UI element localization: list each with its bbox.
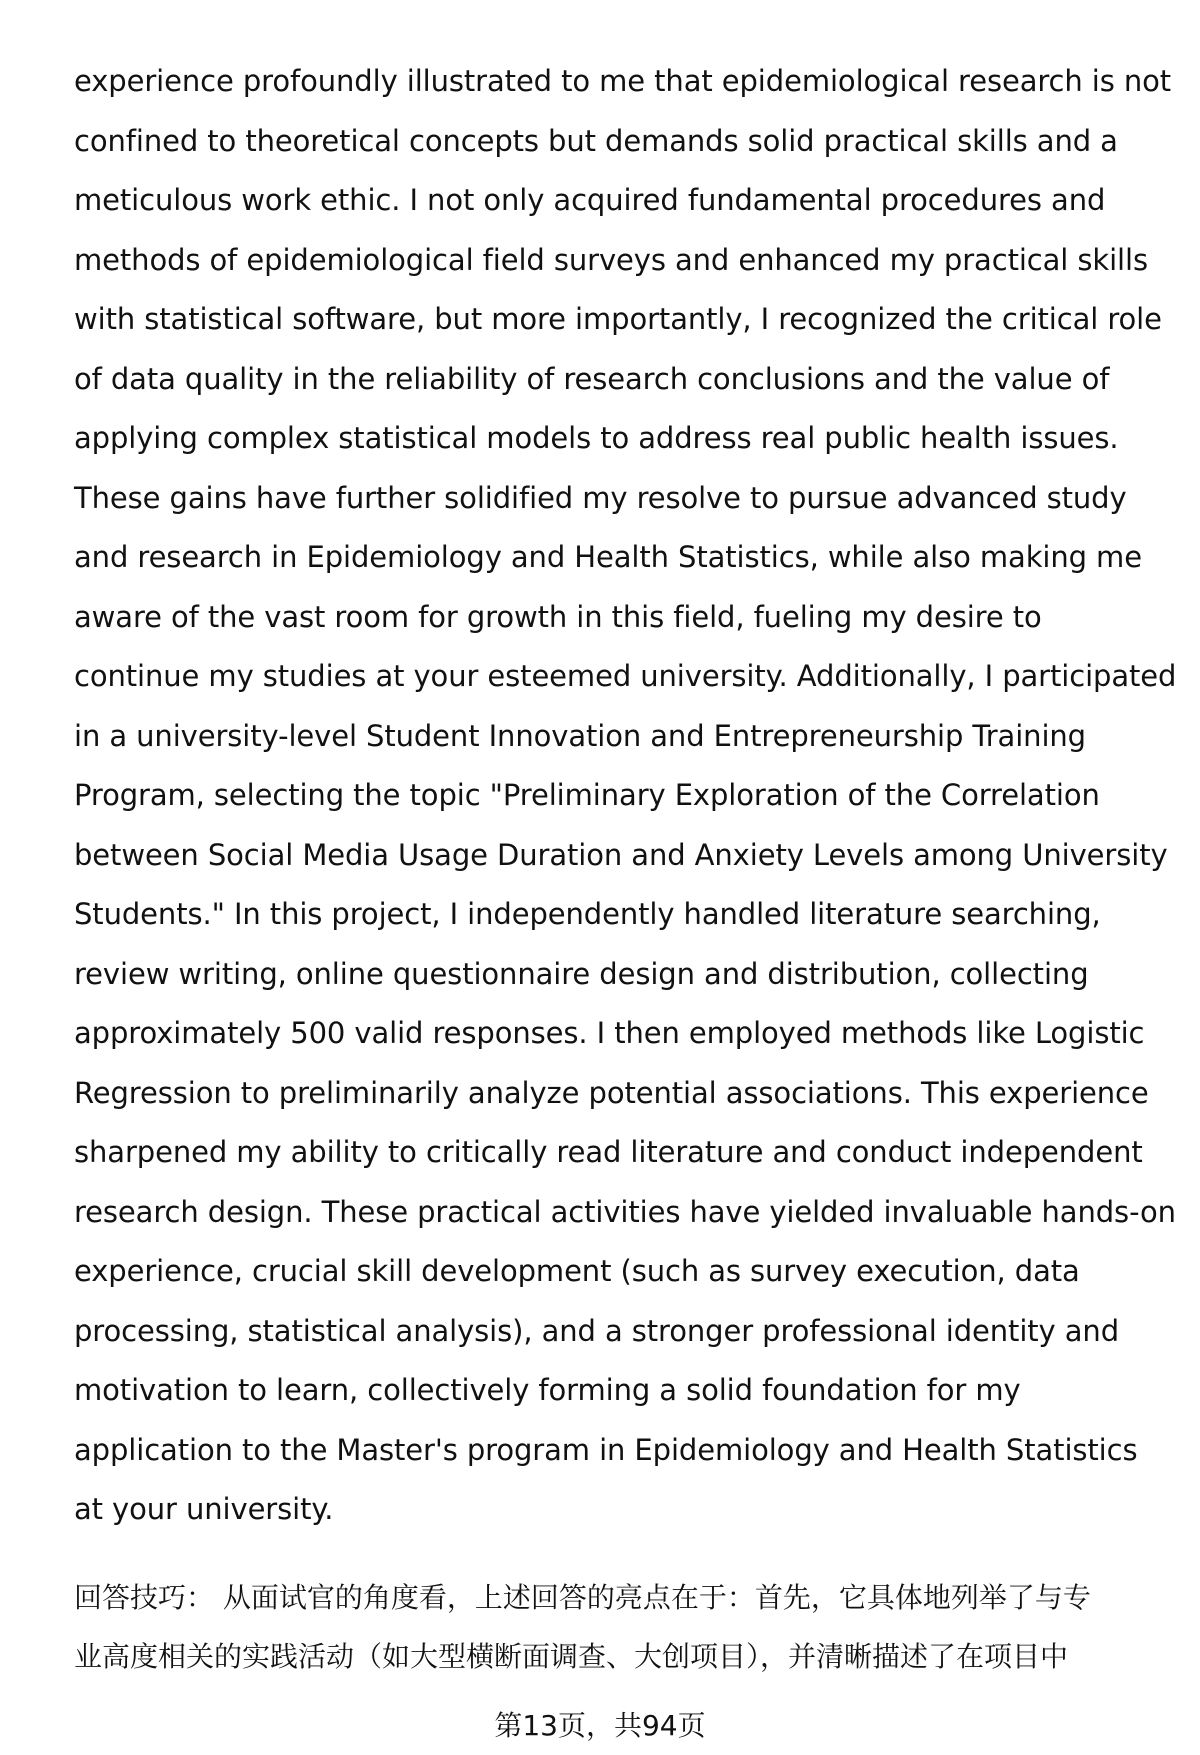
body-line: Students." In this project, I independently handled literature searching,	[74, 897, 1101, 931]
body-line: in a university-level Student Innovation and Entrepreneurship Training	[74, 718, 1086, 753]
body-line: application to the Master's program in Epidemiology and Health Statistics	[74, 1432, 1138, 1467]
body-line: Program, selecting the topic "Preliminary Exploration of the Correlation	[74, 778, 1100, 812]
body-line: processing, statistical analysis), and a stronger professional identity and	[74, 1313, 1119, 1348]
body-line: aware of the vast room for growth in this field, fueling my desire to	[74, 599, 1042, 634]
body-line: with statistical software, but more importantly, I recognized the critical role	[74, 302, 1162, 336]
body-line: Regression to preliminarily analyze potential associations. This experience	[74, 1075, 1149, 1110]
body-line: applying complex statistical models to address real public health issues.	[74, 421, 1119, 455]
body-line: confined to theoretical concepts but demands solid practical skills and a	[74, 123, 1118, 158]
body-line: motivation to learn, collectively forming a solid foundation for my	[74, 1373, 1021, 1407]
body-line: meticulous work ethic. I not only acquired fundamental procedures and	[74, 183, 1106, 217]
body-line: sharpened my ability to critically read literature and conduct independent	[74, 1135, 1143, 1169]
body-line: of data quality in the reliability of research conclusions and the value of	[74, 361, 1110, 396]
body-line: experience profoundly illustrated to me that epidemiological research is not	[74, 64, 1172, 98]
answer-body-text	[74, 52, 1177, 1540]
body-line: experience, crucial skill development (such as survey execution, data	[74, 1254, 1080, 1288]
body-line: review writing, online questionnaire design and distribution, collecting	[74, 956, 1089, 991]
answer-tips-section	[74, 1568, 1164, 1686]
body-line: at your university.	[74, 1492, 334, 1526]
body-line: methods of epidemiological field surveys and enhanced my practical skills	[74, 242, 1148, 277]
body-line: research design. These practical activities have yielded invaluable hands-on	[74, 1194, 1176, 1229]
tips-line: 业高度相关的实践活动（如大型横断面调查、大创项目），并清晰描述了在项目中	[74, 1640, 1069, 1673]
tips-line: 回答技巧： 从面试官的角度看，上述回答的亮点在于：首先，它具体地列举了与专	[74, 1581, 1091, 1614]
body-line: These gains have further solidified my resolve to pursue advanced study	[74, 480, 1127, 515]
body-line: between Social Media Usage Duration and Anxiety Levels among University	[74, 837, 1168, 872]
body-line: continue my studies at your esteemed university. Additionally, I participated	[74, 659, 1177, 693]
body-line: approximately 500 valid responses. I then employed methods like Logistic	[74, 1016, 1145, 1050]
page-number-footer: 第13页，共94页	[494, 1709, 706, 1742]
body-line: and research in Epidemiology and Health Statistics, while also making me	[74, 540, 1142, 574]
